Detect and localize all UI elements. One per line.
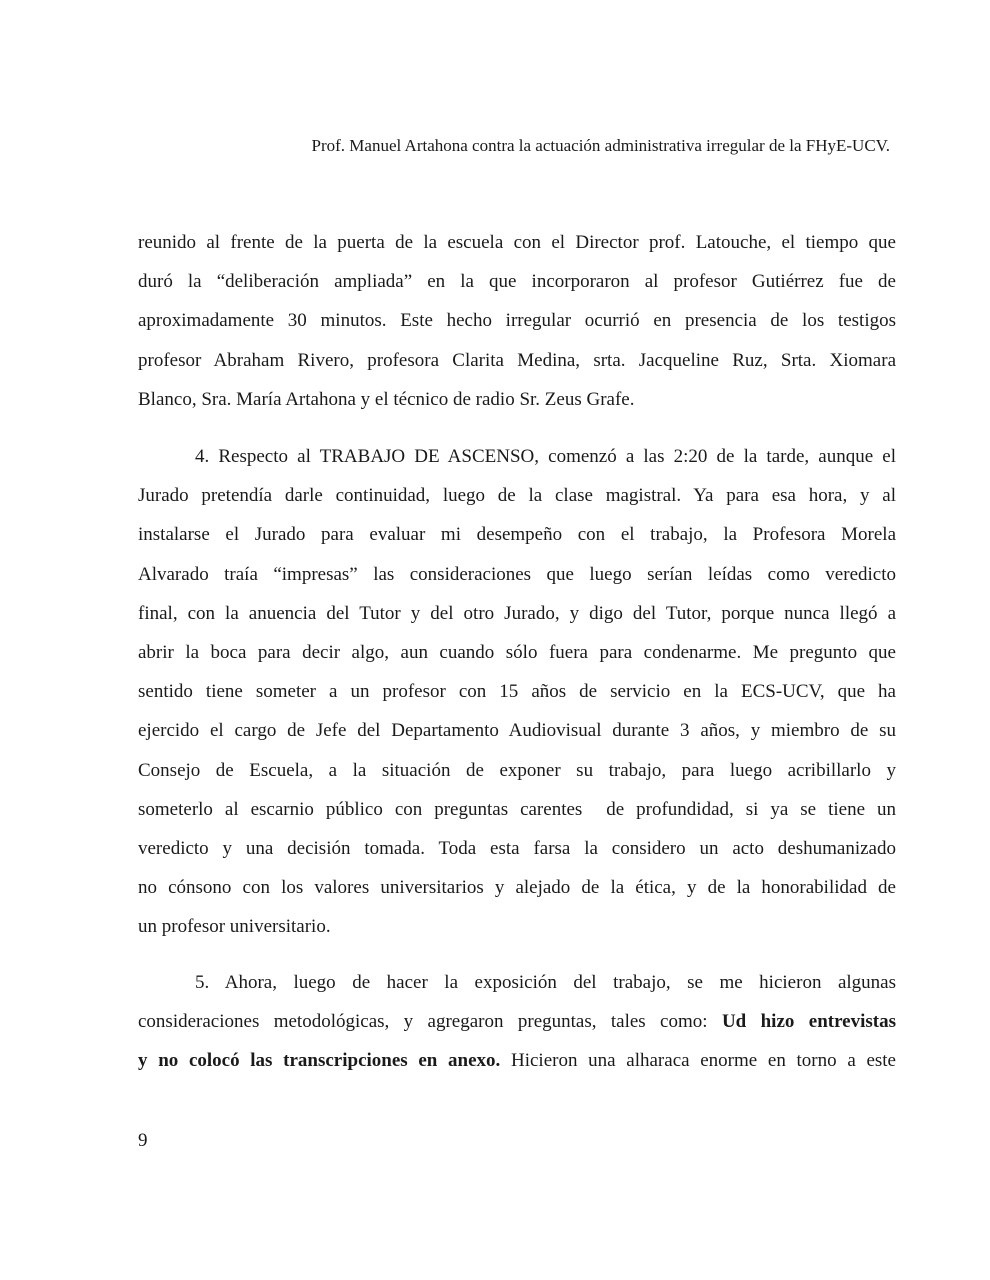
text-run: ejercido el cargo de Jefe del Departamento Audiovisual durante 3 años, y miembro de su <box>138 720 896 742</box>
text-line <box>138 437 896 476</box>
text-line <box>138 711 896 750</box>
text-run: sentido tiene someter a un profesor con 15 años de servicio en la ECS-UCV, que ha <box>138 681 896 703</box>
text-line <box>138 672 896 711</box>
text-run: reunido al frente de la puerta de la escuela con el Director prof. Latouche, el tiempo que <box>138 232 896 253</box>
text-run: 4. Respecto al TRABAJO DE ASCENSO, comenzó a las 2:20 de la tarde, aunque el <box>195 446 896 467</box>
text-line <box>138 301 896 340</box>
text-run: veredicto y una decisión tomada. Toda esta farsa la considero un acto deshumanizado <box>138 837 896 859</box>
text-run: no cónsono con los valores universitarios y alejado de la ética, y de la honorabilidad de <box>138 877 896 899</box>
text-line <box>138 476 896 515</box>
text-run: Blanco, Sra. María Artahona y el técnico de radio Sr. Zeus Grafe. <box>138 388 635 410</box>
page-number: 9 <box>138 1130 148 1151</box>
text-line <box>138 829 896 868</box>
text-line <box>138 907 896 946</box>
paragraph-continuation <box>138 223 896 419</box>
text-line <box>138 633 896 672</box>
text-line <box>138 341 896 380</box>
text-line <box>138 223 896 262</box>
text-run: Jurado pretendía darle continuidad, luego de la clase magistral. Ya para esa hora, y al <box>138 485 896 507</box>
text-line <box>138 594 896 633</box>
text-run: instalarse el Jurado para evaluar mi desempeño con el trabajo, la Profesora Morela <box>138 524 896 546</box>
text-line <box>138 380 896 419</box>
text-run: final, con la anuencia del Tutor y del otro Jurado, y digo del Tutor, porque nunca llegó a <box>138 602 896 624</box>
text-line <box>138 790 896 829</box>
paragraph-5 <box>138 963 896 1081</box>
bold-text: Ud hizo entrevistas <box>721 1011 897 1033</box>
text-run: Consejo de Escuela, a la situación de exponer su trabajo, para luego acribillarlo y <box>138 759 896 781</box>
text-line <box>138 868 896 907</box>
text-run: duró la “deliberación ampliada” en la que incorporaron al profesor Gutiérrez fue de <box>138 271 896 293</box>
text-run: profesor Abraham Rivero, profesora Clarita Medina, srta. Jacqueline Ruz, Srta. Xiomara <box>138 349 896 371</box>
running-header: Prof. Manuel Artahona contra la actuación administrativa irregular de la FHyE-UCV. <box>311 136 890 155</box>
text-line <box>138 555 896 594</box>
text-line <box>138 262 896 301</box>
text-line <box>138 963 896 1002</box>
text-line <box>138 1041 896 1080</box>
text-run: Alvarado traía “impresas” las consideraciones que luego serían leídas como veredicto <box>138 563 896 585</box>
text-run: aproximadamente 30 minutos. Este hecho irregular ocurrió en presencia de los testigos <box>138 310 896 332</box>
text-line <box>138 751 896 790</box>
text-run: consideraciones metodológicas, y agregaron preguntas, tales como: <box>138 1011 722 1033</box>
text-run: un profesor universitario. <box>138 916 331 938</box>
text-line <box>138 515 896 554</box>
bold-text: y no colocó las transcripciones en anexo. <box>138 1050 501 1072</box>
text-run: someterlo al escarnio público con preguntas carentes de profundidad, si ya se tiene un <box>138 798 896 820</box>
text-line <box>138 1002 896 1041</box>
text-run: Hicieron una alharaca enorme en torno a este <box>500 1050 896 1072</box>
text-run: 5. Ahora, luego de hacer la exposición del trabajo, se me hicieron algunas <box>195 972 896 993</box>
text-run: abrir la boca para decir algo, aun cuando sólo fuera para condenarme. Me pregunto que <box>138 641 896 663</box>
paragraph-4 <box>138 437 896 946</box>
